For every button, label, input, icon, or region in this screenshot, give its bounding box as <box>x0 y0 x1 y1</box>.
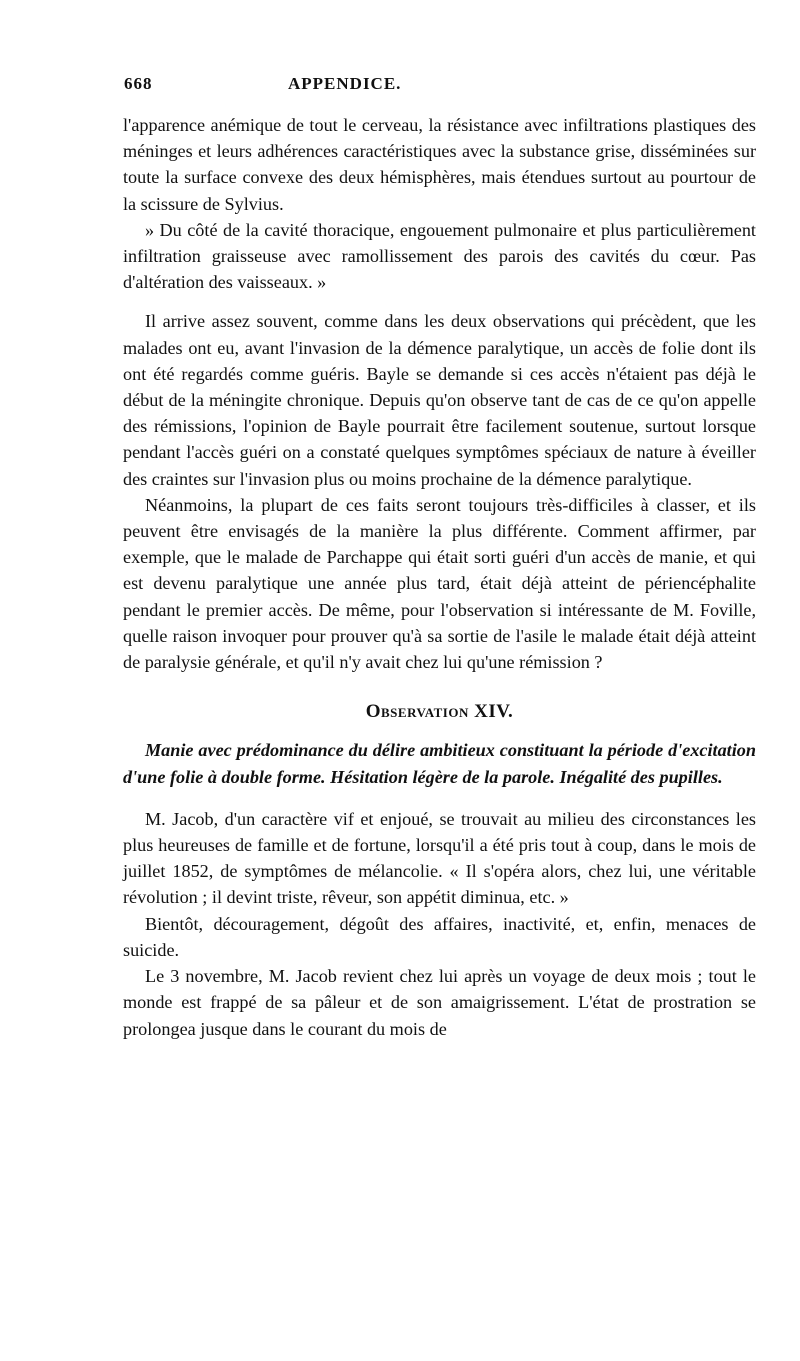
running-head-title: APPENDICE. <box>288 74 402 93</box>
running-head <box>124 74 736 102</box>
paragraph-5: M. Jacob, d'un caractère vif et enjoué, se trouvait au milieu des circonstances les plus heureuses de famille et de fortune, lorsqu'il a été pris tout à coup, dans le mois de juillet 1852, de symptômes de mélancolie. « Il s'opéra alors, chez lui, une véritable révolution ; il devint triste, rêveur, son appétit diminua, etc. » <box>123 808 756 908</box>
page-number: 668 <box>124 74 153 93</box>
paragraph-7: Le 3 novembre, M. Jacob revient chez lui après un voyage de deux mois ; tout le monde est frappé de sa pâleur et de son amaigrissement. L'état de prostration se prolongea jusque dans le courant du mois de <box>123 966 756 1039</box>
paragraph-3: Il arrive assez souvent, comme dans les deux observations qui précèdent, que les malades ont eu, avant l'invasion de la démence paralytique, un accès de folie dont ils ont été regardés comme guéris. Bayle se demande si ces accès n'étaient pas déjà le début de la méningite chronique. Depuis qu'on observe tant de cas de ce qu'on appelle des rémissions, l'opinion de Bayle pourrait être facilement soutenue, surtout lorsque pendant l'accès guéri on a constaté quelques symptômes spéciaux de nature à éveiller des craintes sur l'invasion plus ou moins prochaine de la démence paralytique. <box>123 311 756 489</box>
page-body <box>123 112 756 1042</box>
paragraph-2: » Du côté de la cavité thoracique, engouement pulmonaire et plus particulièrement infiltration graisseuse avec ramollissement des parois des cavités du cœur. Pas d'altération des vaisseaux. » <box>123 219 756 293</box>
paragraph-6: Bientôt, découragement, dégoût des affaires, inactivité, et, enfin, menaces de suicide. <box>123 913 756 960</box>
paragraph-1: l'apparence anémique de tout le cerveau, la résistance avec infiltrations plastiques des méninges et leurs adhérences caractéristiques avec la substance grise, disséminées sur toute la surface convexe des deux hémisphères, mais étendues surtout au pourtour de la scissure de Sylvius. <box>123 115 756 214</box>
observation-title: Observation XIV. <box>365 701 514 723</box>
observation-summary: Manie avec prédominance du délire ambitieux constituant la période d'excitation d'une folie à double forme. Hésitation légère de la parole. Inégalité des pupilles. <box>123 740 756 787</box>
paragraph-4: Néanmoins, la plupart de ces faits seront toujours très-difficiles à classer, et ils peuvent être envisagés de la manière la plus différente. Comment affirmer, par exemple, que le malade de Parchappe qui était sorti guéri d'un accès de manie, et qui est devenu paralytique une année plus tard, était déjà atteint de périencéphalite pendant le premier accès. De même, pour l'observation si intéressante de M. Foville, quelle raison invoquer pour prouver qu'à sa sortie de l'asile le malade était déjà atteint de paralysie générale, et qu'il n'y avait chez lui qu'une rémission ? <box>123 494 756 673</box>
